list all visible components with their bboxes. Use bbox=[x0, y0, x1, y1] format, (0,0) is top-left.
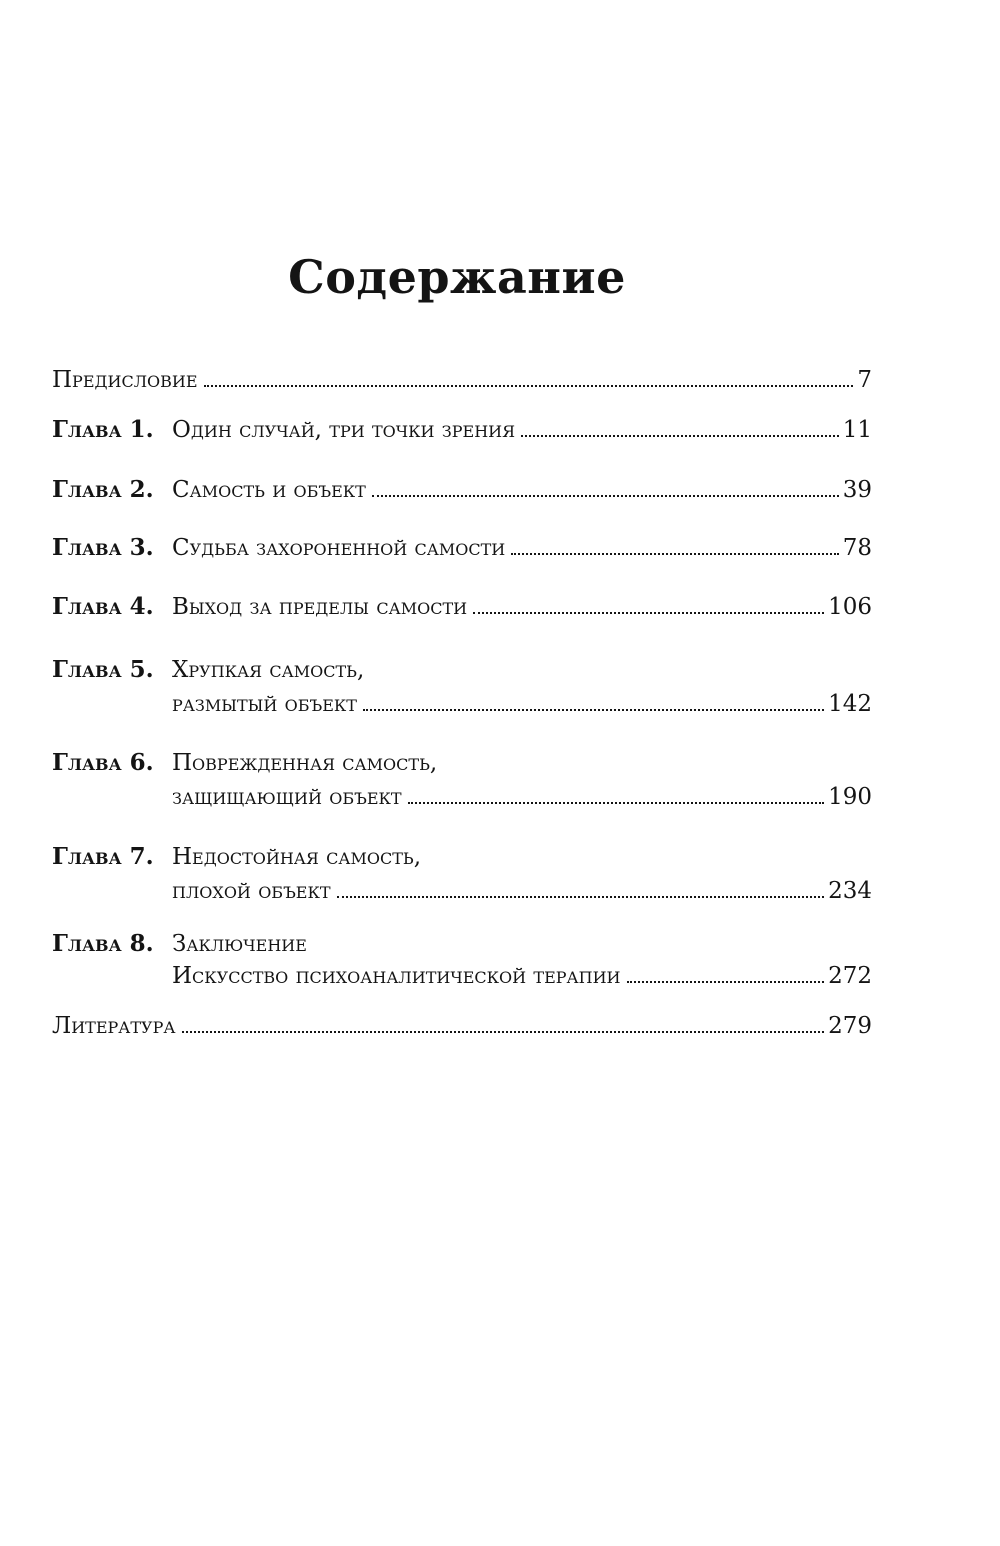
dot-leader bbox=[473, 612, 824, 614]
toc-page-number: 279 bbox=[828, 1013, 872, 1039]
dot-leader bbox=[511, 553, 838, 555]
toc-line bbox=[52, 534, 872, 562]
toc-entry-title: Хрупкая самость, bbox=[172, 657, 365, 683]
toc-line bbox=[52, 690, 872, 718]
toc-entry-title: Поврежденная самость, bbox=[172, 750, 438, 776]
toc-line bbox=[52, 593, 872, 621]
toc-entry-chapter-7 bbox=[52, 843, 872, 905]
toc-line bbox=[52, 843, 872, 871]
toc-page-number: 39 bbox=[842, 477, 872, 503]
toc-entry-chapter-3 bbox=[52, 534, 872, 562]
toc-entry-title-continued: плохой объект bbox=[172, 878, 331, 904]
toc-line bbox=[52, 749, 872, 777]
chapter-label: Глава 4. bbox=[52, 593, 154, 620]
toc-entry-title-continued: Искусство психоаналитической терапии bbox=[172, 963, 621, 989]
toc-line bbox=[52, 783, 872, 811]
toc-entry-chapter-1 bbox=[52, 416, 872, 444]
toc-entry-title: Литература bbox=[52, 1013, 176, 1039]
toc-line bbox=[52, 656, 872, 684]
chapter-label: Глава 8. bbox=[52, 930, 154, 957]
dot-leader bbox=[337, 896, 825, 898]
toc-entry-title-continued: размытый объект bbox=[172, 691, 357, 717]
toc-line bbox=[52, 366, 872, 394]
toc-entry-title: Заключение bbox=[172, 931, 307, 957]
toc-entry-title: Недостойная самость, bbox=[172, 844, 422, 870]
toc-entry-title: Выход за пределы самости bbox=[172, 594, 468, 620]
chapter-label: Глава 1. bbox=[52, 416, 154, 443]
chapter-label: Глава 7. bbox=[52, 843, 154, 870]
chapter-label: Глава 5. bbox=[52, 656, 154, 683]
toc-entry-chapter-5 bbox=[52, 656, 872, 718]
toc-page-number: 142 bbox=[828, 691, 872, 717]
toc-page-number: 7 bbox=[857, 367, 872, 393]
dot-leader bbox=[521, 435, 839, 437]
toc-entry-title: Самость и объект bbox=[172, 477, 366, 503]
toc-entry-chapter-4 bbox=[52, 593, 872, 621]
chapter-label: Глава 2. bbox=[52, 476, 154, 503]
toc-line bbox=[52, 416, 872, 444]
toc-line bbox=[52, 1012, 872, 1040]
chapter-label: Глава 6. bbox=[52, 749, 154, 776]
dot-leader bbox=[372, 495, 839, 497]
toc-entry-title: Один случай, три точки зрения bbox=[172, 417, 516, 443]
page-title: Содержание bbox=[288, 250, 626, 304]
toc-line bbox=[52, 877, 872, 905]
toc-page-number: 234 bbox=[828, 878, 872, 904]
toc-page-number: 106 bbox=[828, 594, 872, 620]
dot-leader bbox=[627, 981, 825, 983]
toc-page-number: 78 bbox=[842, 535, 872, 561]
toc-page-number: 190 bbox=[828, 784, 872, 810]
toc-entry-preface bbox=[52, 366, 872, 394]
toc-page-number: 11 bbox=[842, 417, 872, 443]
toc-page-number: 272 bbox=[828, 963, 872, 989]
toc-entry-chapter-8 bbox=[52, 930, 872, 990]
toc-entry-chapter-2 bbox=[52, 476, 872, 504]
toc-entry-title-continued: защищающий объект bbox=[172, 784, 402, 810]
dot-leader bbox=[363, 709, 824, 711]
toc-line bbox=[52, 476, 872, 504]
dot-leader bbox=[182, 1031, 825, 1033]
dot-leader bbox=[408, 802, 825, 804]
dot-leader bbox=[204, 385, 854, 387]
chapter-label: Глава 3. bbox=[52, 534, 154, 561]
toc-entry-title: Предисловие bbox=[52, 367, 198, 393]
toc-entry-title: Судьба захороненной самости bbox=[172, 535, 506, 561]
toc-entry-chapter-6 bbox=[52, 749, 872, 811]
toc-entry-references bbox=[52, 1012, 872, 1040]
toc-line bbox=[52, 962, 872, 990]
toc-line bbox=[52, 930, 872, 958]
